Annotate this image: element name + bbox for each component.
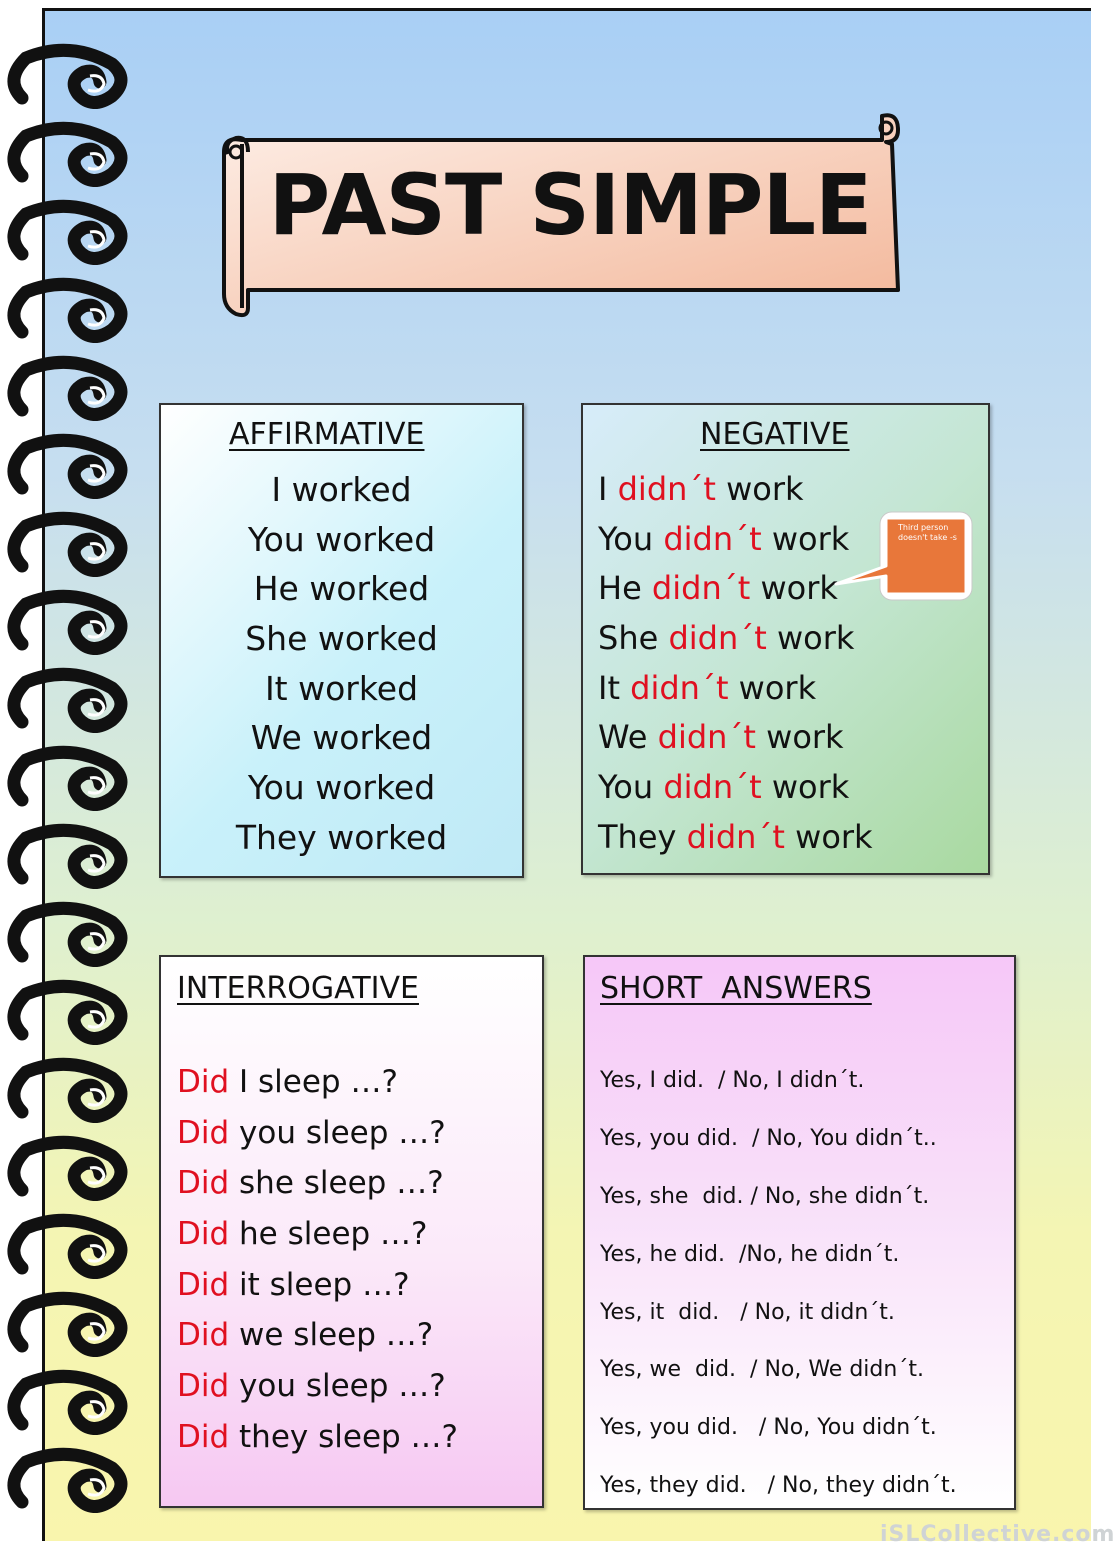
- list-item: Yes, we did. / No, We didn´t.: [600, 1357, 924, 1383]
- list-item: [177, 1057, 458, 1108]
- subject: It: [598, 668, 620, 707]
- verb: work: [726, 470, 804, 508]
- spiral-ring-icon: [14, 752, 121, 804]
- subject: You: [598, 768, 654, 807]
- list-item: Yes, you did. / No, You didn´t..: [600, 1125, 937, 1151]
- auxiliary: Did: [177, 1317, 230, 1354]
- auxiliary: didn´t: [630, 668, 729, 707]
- list-item: [598, 813, 873, 863]
- question: I sleep …?: [239, 1064, 398, 1100]
- spiral-ring-icon: [14, 986, 121, 1038]
- list-item: [177, 1310, 458, 1361]
- spiral-ring-icon: [14, 1220, 121, 1272]
- short-answers-heading: SHORT ANSWERS: [600, 971, 872, 1006]
- question: they sleep …?: [239, 1418, 458, 1455]
- list-item: Yes, he did. /No, he didn´t.: [600, 1241, 900, 1267]
- spiral-ring-icon: [14, 1376, 121, 1428]
- spiral-ring-icon: [14, 596, 121, 648]
- list-item: [177, 1412, 458, 1463]
- list-item: [177, 1260, 458, 1311]
- negative-heading: NEGATIVE: [700, 417, 850, 452]
- page-title: PAST SIMPLE: [268, 156, 872, 254]
- auxiliary: didn´t: [657, 718, 756, 757]
- list-item: Yes, she did. / No, she didn´t.: [600, 1183, 930, 1209]
- spiral-binding: [0, 0, 130, 1541]
- subject: They: [598, 817, 677, 856]
- list-item: Yes, they did. / No, they didn´t.: [600, 1473, 957, 1499]
- auxiliary: didn´t: [668, 619, 767, 658]
- auxiliary: didn´t: [663, 768, 762, 807]
- spiral-ring-icon: [14, 674, 121, 726]
- list-item: [598, 465, 873, 515]
- negative-box: [581, 403, 990, 875]
- list-item: [177, 1361, 458, 1412]
- question: you sleep …?: [239, 1368, 446, 1405]
- affirmative-list: [161, 465, 522, 863]
- list-item: We worked: [250, 718, 433, 758]
- short-answers-box: [583, 955, 1016, 1510]
- affirmative-heading: AFFIRMATIVE: [229, 417, 425, 452]
- subject: He: [598, 569, 642, 608]
- subject: You: [598, 519, 654, 558]
- spiral-ring-icon: [14, 1064, 121, 1116]
- spiral-ring-icon: [14, 50, 121, 102]
- subject: I: [598, 470, 608, 508]
- auxiliary: didn´t: [686, 817, 785, 856]
- spiral-ring-icon: [14, 830, 121, 882]
- list-item: [177, 1158, 458, 1209]
- short-answers-list: [600, 1052, 957, 1515]
- question: you sleep …?: [239, 1114, 446, 1151]
- watermark: iSLCollective.com: [880, 1522, 1115, 1547]
- verb: work: [776, 619, 855, 658]
- affirmative-box: [159, 403, 524, 878]
- spiral-ring-icon: [14, 362, 121, 414]
- verb: work: [766, 718, 844, 757]
- note-text: Third person doesn't take -s: [898, 523, 957, 542]
- list-item: She worked: [245, 619, 438, 659]
- list-item: You worked: [247, 768, 436, 808]
- verb: work: [795, 817, 873, 856]
- auxiliary: Did: [177, 1064, 230, 1100]
- spiral-ring-icon: [14, 1142, 121, 1194]
- auxiliary: Did: [177, 1418, 230, 1455]
- subject: She: [598, 619, 659, 658]
- interrogative-heading: INTERROGATIVE: [177, 971, 419, 1006]
- interrogative-box: [159, 955, 544, 1508]
- list-item: Yes, I did. / No, I didn´t.: [600, 1068, 865, 1093]
- list-item: [598, 664, 873, 714]
- subject: We: [598, 718, 648, 757]
- question: it sleep …?: [239, 1266, 410, 1303]
- spiral-ring-icon: [14, 206, 121, 258]
- auxiliary: didn´t: [617, 470, 716, 508]
- auxiliary: Did: [177, 1216, 230, 1253]
- verb: work: [771, 519, 850, 558]
- spiral-ring-icon: [14, 284, 121, 336]
- list-item: He worked: [253, 569, 430, 609]
- list-item: Yes, you did. / No, You didn´t.: [600, 1415, 937, 1441]
- auxiliary: didn´t: [663, 519, 762, 558]
- list-item: [177, 1108, 458, 1159]
- question: we sleep …?: [239, 1317, 434, 1354]
- spiral-ring-icon: [14, 128, 121, 180]
- verb: work: [771, 768, 850, 807]
- question: he sleep …?: [239, 1216, 428, 1253]
- list-item: [598, 763, 873, 813]
- list-item: [598, 614, 873, 664]
- auxiliary: Did: [177, 1266, 230, 1303]
- spiral-ring-icon: [14, 908, 121, 960]
- question: she sleep …?: [239, 1165, 444, 1202]
- list-item: You worked: [247, 519, 436, 559]
- auxiliary: Did: [177, 1165, 230, 1202]
- list-item: [598, 713, 873, 763]
- verb: work: [760, 569, 838, 608]
- list-item: They worked: [235, 817, 448, 857]
- verb: work: [738, 668, 817, 707]
- auxiliary: Did: [177, 1368, 230, 1405]
- list-item: [177, 1209, 458, 1260]
- list-item: Yes, it did. / No, it didn´t.: [600, 1299, 895, 1325]
- spiral-ring-icon: [14, 440, 121, 492]
- list-item: It worked: [264, 668, 419, 708]
- spiral-ring-icon: [14, 1454, 121, 1506]
- interrogative-list: [177, 1057, 458, 1463]
- spiral-ring-icon: [14, 1298, 121, 1350]
- auxiliary: Did: [177, 1114, 230, 1151]
- auxiliary: didn´t: [651, 569, 751, 608]
- spiral-ring-icon: [14, 518, 121, 570]
- list-item: I worked: [271, 470, 412, 509]
